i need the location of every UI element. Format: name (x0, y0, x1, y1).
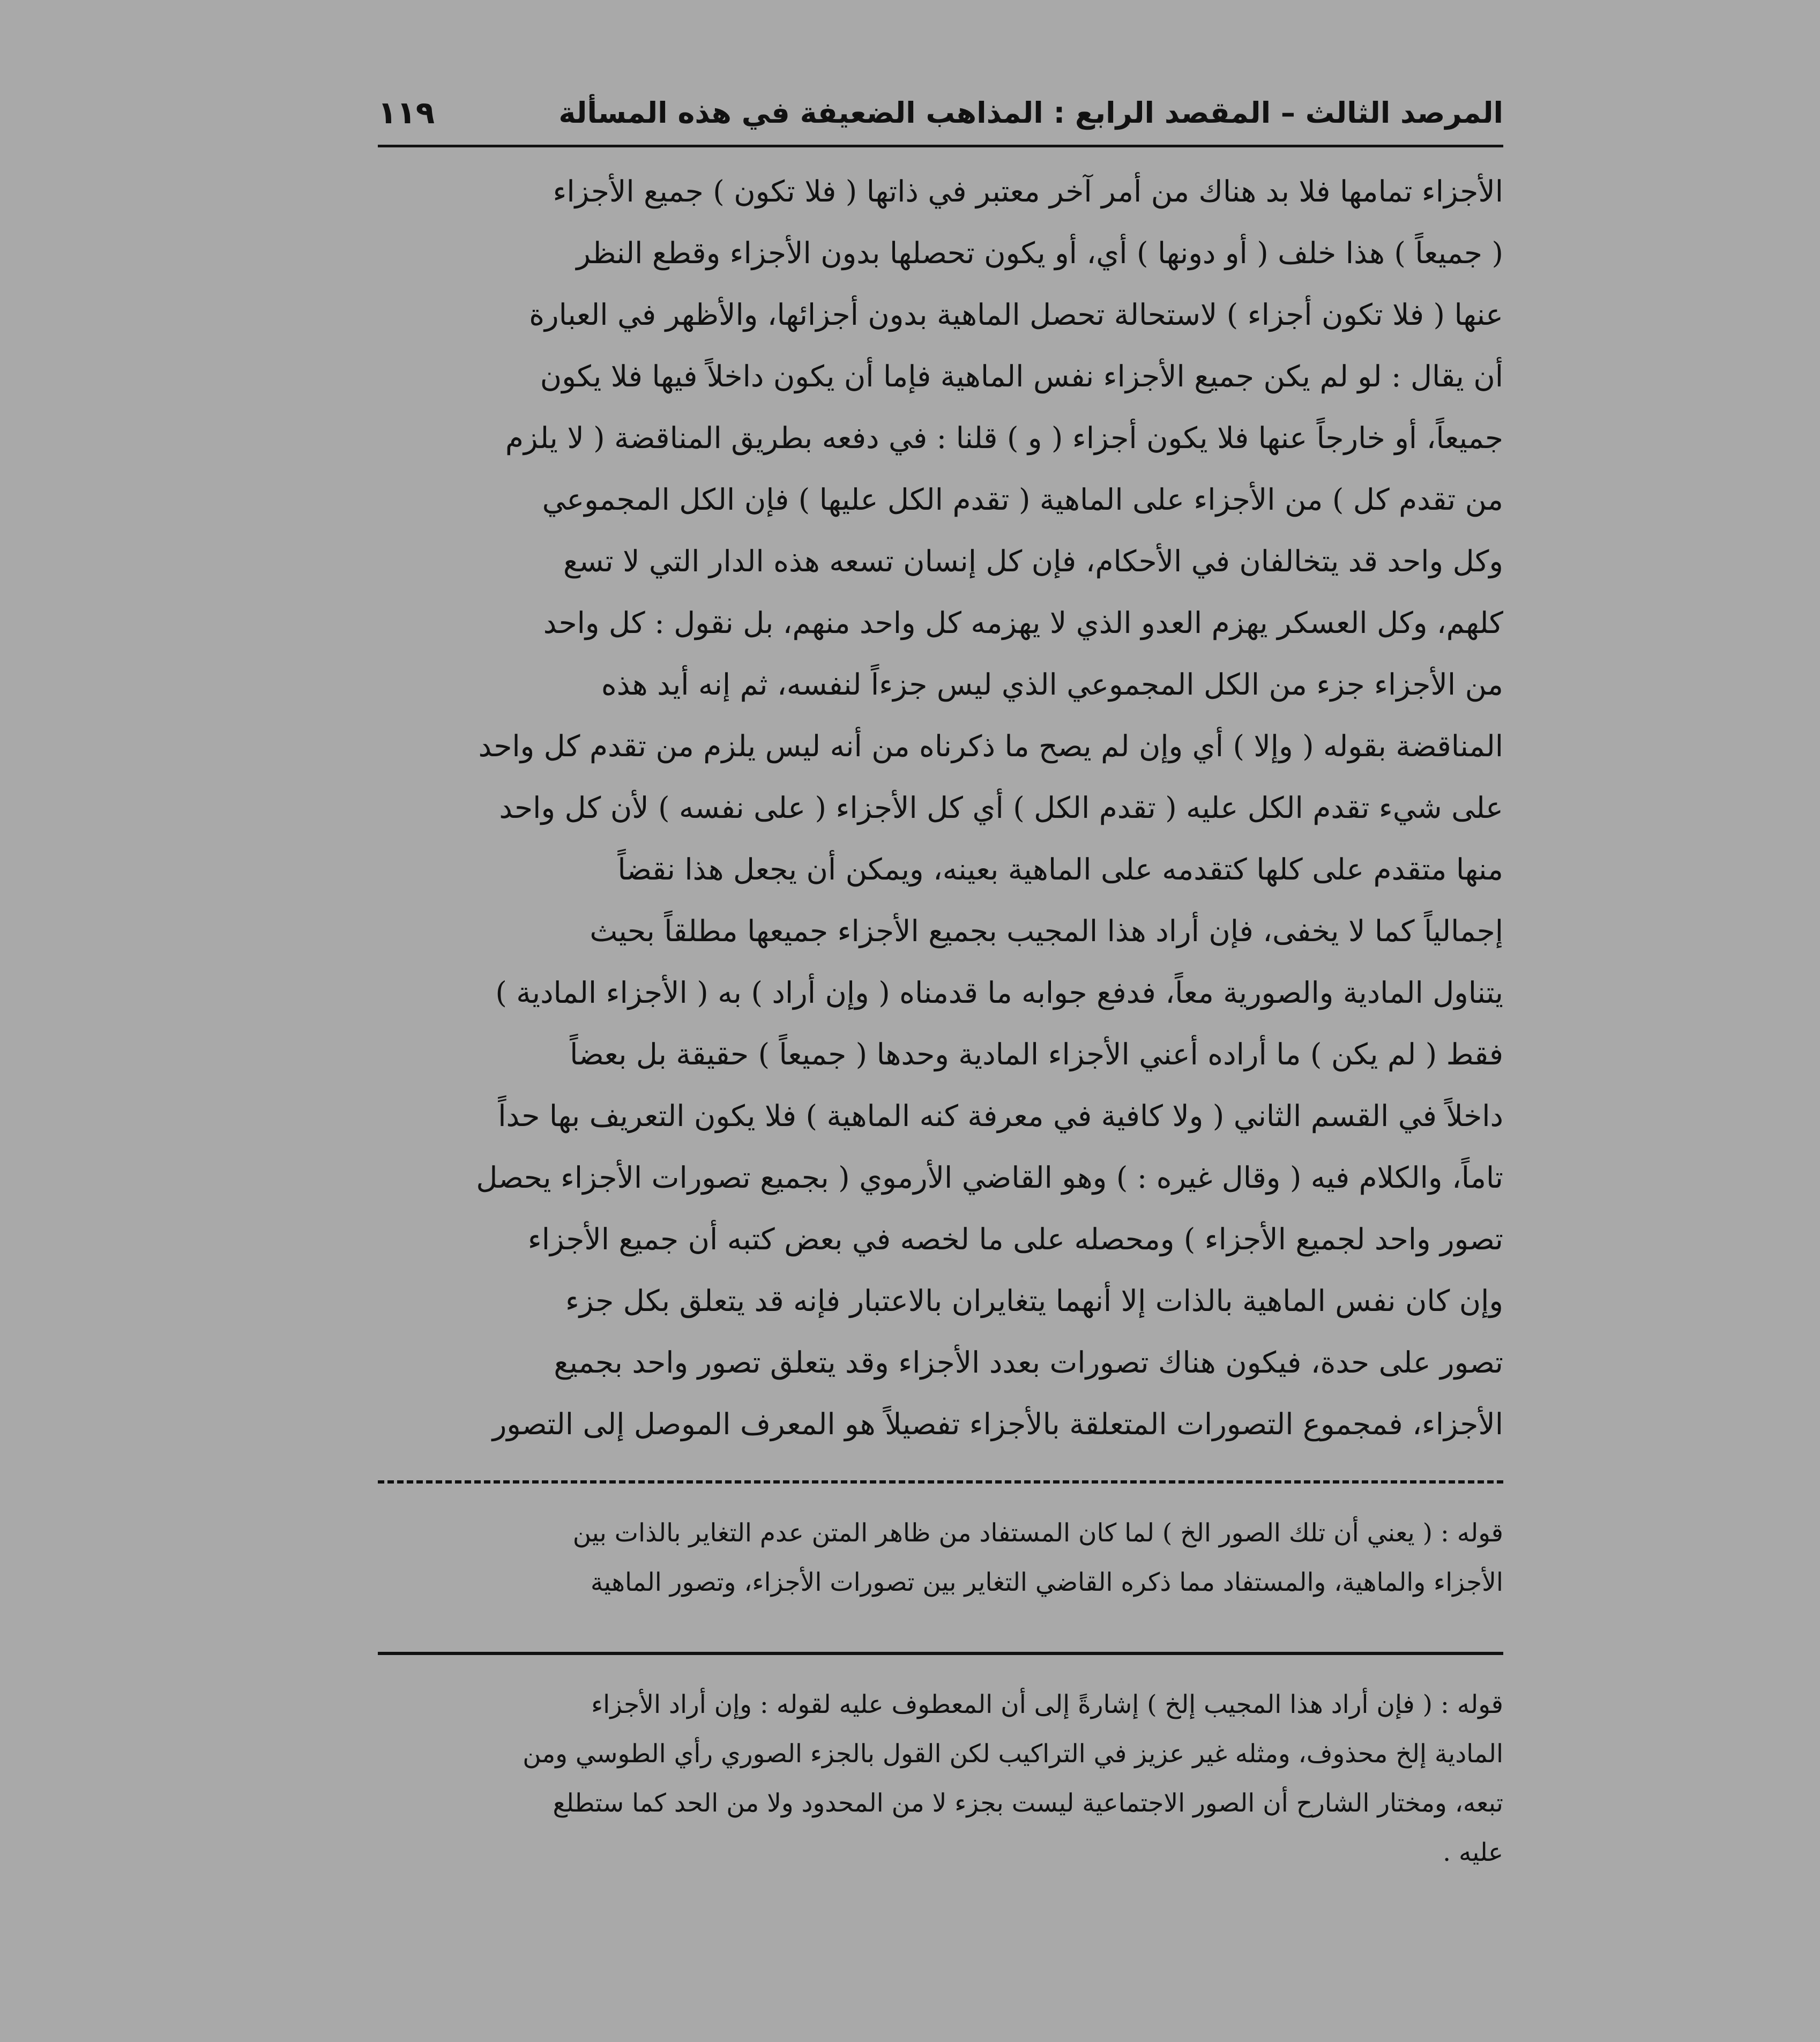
page-header (378, 80, 1503, 147)
main-text (378, 161, 1503, 1455)
text-line: تاماً، والكلام فيه ( وقال غيره : ) وهو القاضي الأرموي ( بجميع تصورات الأجزاء يحصل (476, 1160, 1503, 1195)
text-line: فقط ( لم يكن ) ما أراده أعني الأجزاء المادية وحدها ( جميعاً ) حقيقة بل بعضاً (570, 1037, 1503, 1071)
text-line: وكل واحد قد يتخالفان في الأحكام، فإن كل إنسان تسعه هذه الدار التي لا تسع (563, 544, 1503, 578)
text-line: منها متقدم على كلها كتقدمه على الماهية بعينه، ويمكن أن يجعل هذا نقضاً (617, 852, 1503, 886)
text-line: تصور واحد لجميع الأجزاء ) ومحصله على ما لخصه في بعض كتبه أن جميع الأجزاء (527, 1222, 1503, 1256)
text-line: داخلاً في القسم الثاني ( ولا كافية في معرفة كنه الماهية ) فلا يكون التعريف بها حداً (498, 1099, 1503, 1133)
footnote-line: قوله : ( فإن أراد هذا المجيب إلخ ) إشارةً إلى أن المعطوف عليه لقوله : وإن أراد الأجزاء (591, 1690, 1503, 1719)
text-line: من تقدم كل ) من الأجزاء على الماهية ( تقدم الكل عليها ) فإن الكل المجموعي (542, 482, 1503, 517)
text-line: وإن كان نفس الماهية بالذات إلا أنهما يتغايران بالاعتبار فإنه قد يتعلق بكل جزء (565, 1284, 1503, 1318)
solid-divider (378, 1652, 1503, 1655)
text-line: من الأجزاء جزء من الكل المجموعي الذي ليس جزءاً لنفسه، ثم إنه أيد هذه (601, 667, 1503, 702)
footnote-line: المادية إلخ محذوف، ومثله غير عزيز في التراكيب لكن القول بالجزء الصوري رأي الطوسي ومن (523, 1739, 1503, 1769)
footnote-line: عليه . (1443, 1838, 1503, 1867)
dashed-divider (378, 1480, 1503, 1484)
footnote-second (378, 1680, 1503, 1877)
text-line: الأجزاء، فمجموع التصورات المتعلقة بالأجزاء تفصيلاً هو المعرف الموصل إلى التصور (492, 1407, 1503, 1441)
page-number: ١١٩ (378, 94, 435, 131)
text-line: يتناول المادية والصورية معاً، فدفع جوابه ما قدمناه ( وإن أراد ) به ( الأجزاء المادية ) (495, 975, 1503, 1010)
footnote-line: تبعه، ومختار الشارح أن الصور الاجتماعية ليست بجزء لا من المحدود ولا من الحد كما ستطلع (553, 1788, 1503, 1818)
text-line: تصور على حدة، فيكون هناك تصورات بعدد الأجزاء وقد يتعلق تصور واحد بجميع (554, 1345, 1503, 1380)
text-line: إجمالياً كما لا يخفى، فإن أراد هذا المجيب بجميع الأجزاء جميعها مطلقاً بحيث (590, 914, 1503, 948)
book-page (378, 80, 1503, 1903)
footnote-first (378, 1509, 1503, 1607)
text-line: ( جميعاً ) هذا خلف ( أو دونها ) أي، أو يكون تحصلها بدون الأجزاء وقطع النظر (576, 236, 1503, 270)
footnote-line: قوله : ( يعني أن تلك الصور الخ ) لما كان المستفاد من ظاهر المتن عدم التغاير بالذات بين (572, 1518, 1503, 1548)
footnote-line: الأجزاء والماهية، والمستفاد مما ذكره القاضي التغاير بين تصورات الأجزاء، وتصور الماهية (590, 1568, 1503, 1597)
text-line: الأجزاء تمامها فلا بد هناك من أمر آخر معتبر في ذاتها ( فلا تكون ) جميع الأجزاء (553, 174, 1503, 208)
text-line: على شيء تقدم الكل عليه ( تقدم الكل ) أي كل الأجزاء ( على نفسه ) لأن كل واحد (499, 791, 1503, 825)
text-line: أن يقال : لو لم يكن جميع الأجزاء نفس الماهية فإما أن يكون داخلاً فيها فلا يكون (540, 359, 1503, 393)
text-line: عنها ( فلا تكون أجزاء ) لاستحالة تحصل الماهية بدون أجزائها، والأظهر في العبارة (529, 297, 1503, 332)
text-line: كلهم، وكل العسكر يهزم العدو الذي لا يهزمه كل واحد منهم، بل نقول : كل واحد (543, 606, 1503, 640)
text-line: المناقضة بقوله ( وإلا ) أي وإن لم يصح ما ذكرناه من أنه ليس يلزم من تقدم كل واحد (478, 729, 1503, 763)
text-line: جميعاً، أو خارجاً عنها فلا يكون أجزاء ( و ) قلنا : في دفعه بطريق المناقضة ( لا يلزم (505, 421, 1503, 455)
running-title: المرصد الثالث – المقصد الرابع : المذاهب الضعيفة في هذه المسألة (558, 95, 1503, 130)
